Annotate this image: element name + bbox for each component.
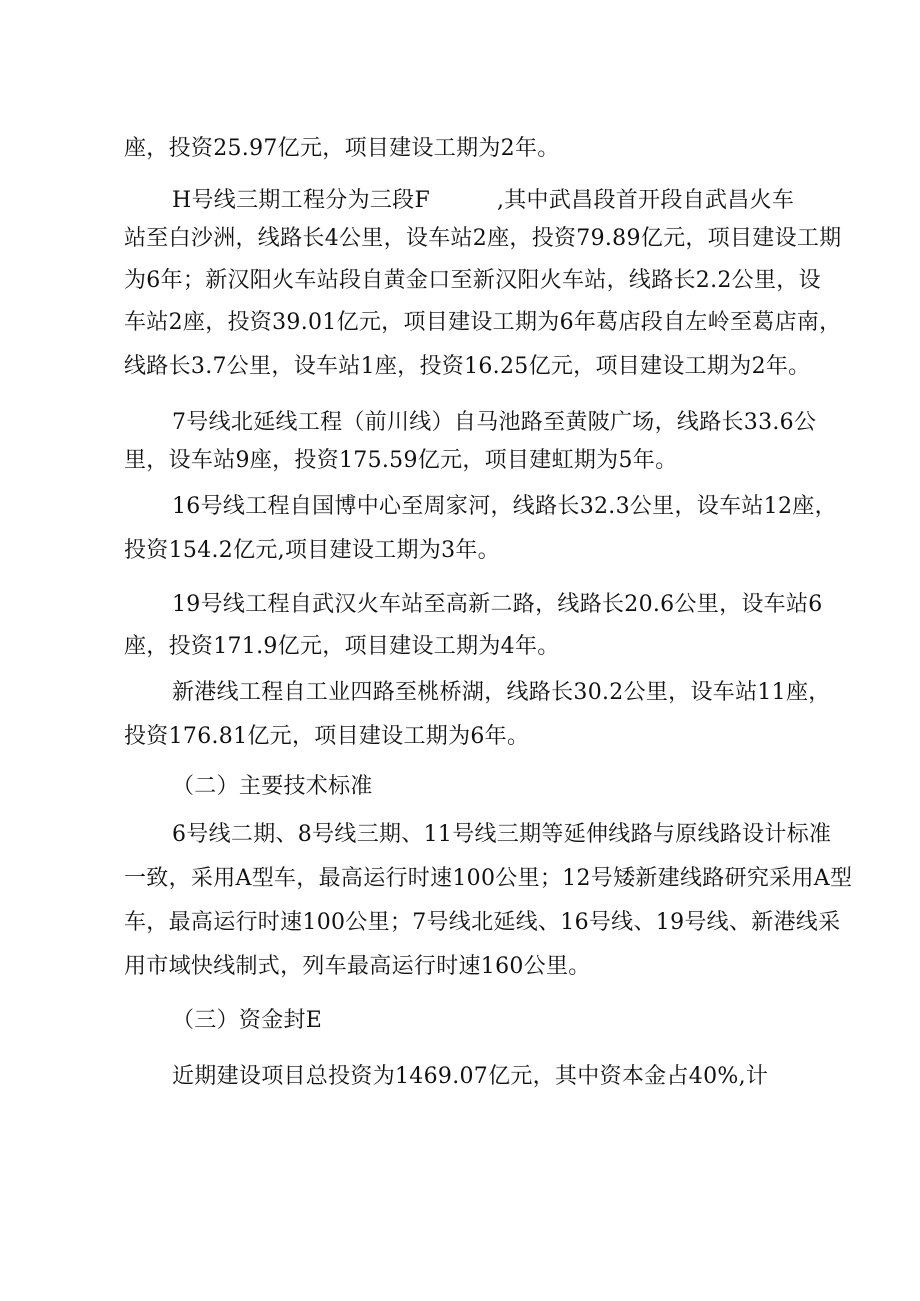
text-line: 用市域快线制式，列车最高运行时速160公里。 xyxy=(124,954,591,979)
text-line: 近期建设项目总投资为1469.07亿元，其中资本金占40%,计 xyxy=(172,1064,769,1089)
text-line: 投资176.81亿元，项目建设工期为6年。 xyxy=(124,724,530,749)
text-line: 车，最高运行时速100公里；7号线北延线、16号线、19号线、新港线采 xyxy=(124,910,841,935)
text-line: H号线三期工程分为三段F ,其中武昌段首开段自武昌火车 xyxy=(172,188,795,213)
text-line: 19号线工程自武汉火车站至高新二路，线路长20.6公里，设车站6 xyxy=(172,592,823,617)
text-line: 为6年；新汉阳火车站段自黄金口至新汉阳火车站，线路长2.2公里，设 xyxy=(124,268,821,293)
text-line: 一致，采用A型车，最高运行时速100公里；12号矮新建线路研究采用A型 xyxy=(124,866,853,891)
text-line: 投资154.2亿元,项目建设工期为3年。 xyxy=(124,538,500,563)
text-line: 车站2座，投资39.01亿元，项目建设工期为6年葛店段自左岭至葛店南， xyxy=(124,310,842,335)
text-line: 7号线北延线工程（前川线）自马池路至黄陂广场，线路长33.6公 xyxy=(172,410,817,435)
text-line: 新港线工程自工业四路至桃桥湖，线路长30.2公里，设车站11座， xyxy=(172,680,831,705)
text-line: 线路长3.7公里，设车站1座，投资16.25亿元，项目建设工期为2年。 xyxy=(124,354,811,379)
text-line: 座，投资171.9亿元，项目建设工期为4年。 xyxy=(124,634,560,659)
text-line: 座，投资25.97亿元，项目建设工期为2年。 xyxy=(124,136,560,161)
section-heading: （二）主要技术标准 xyxy=(172,774,373,799)
text-line: 16号线工程自国博中心至周家河，线路长32.3公里，设车站12座， xyxy=(172,494,837,519)
text-line: 里，设车站9座，投资175.59亿元，项目建虹期为5年。 xyxy=(124,448,678,473)
text-line: 6号线二期、8号线三期、11号线三期等延伸线路与原线路设计标准 xyxy=(172,822,832,847)
text-line: 站至白沙洲，线路长4公里，设车站2座，投资79.89亿元，项目建设工期 xyxy=(124,226,842,251)
section-heading: （三）资金封E xyxy=(172,1008,323,1033)
